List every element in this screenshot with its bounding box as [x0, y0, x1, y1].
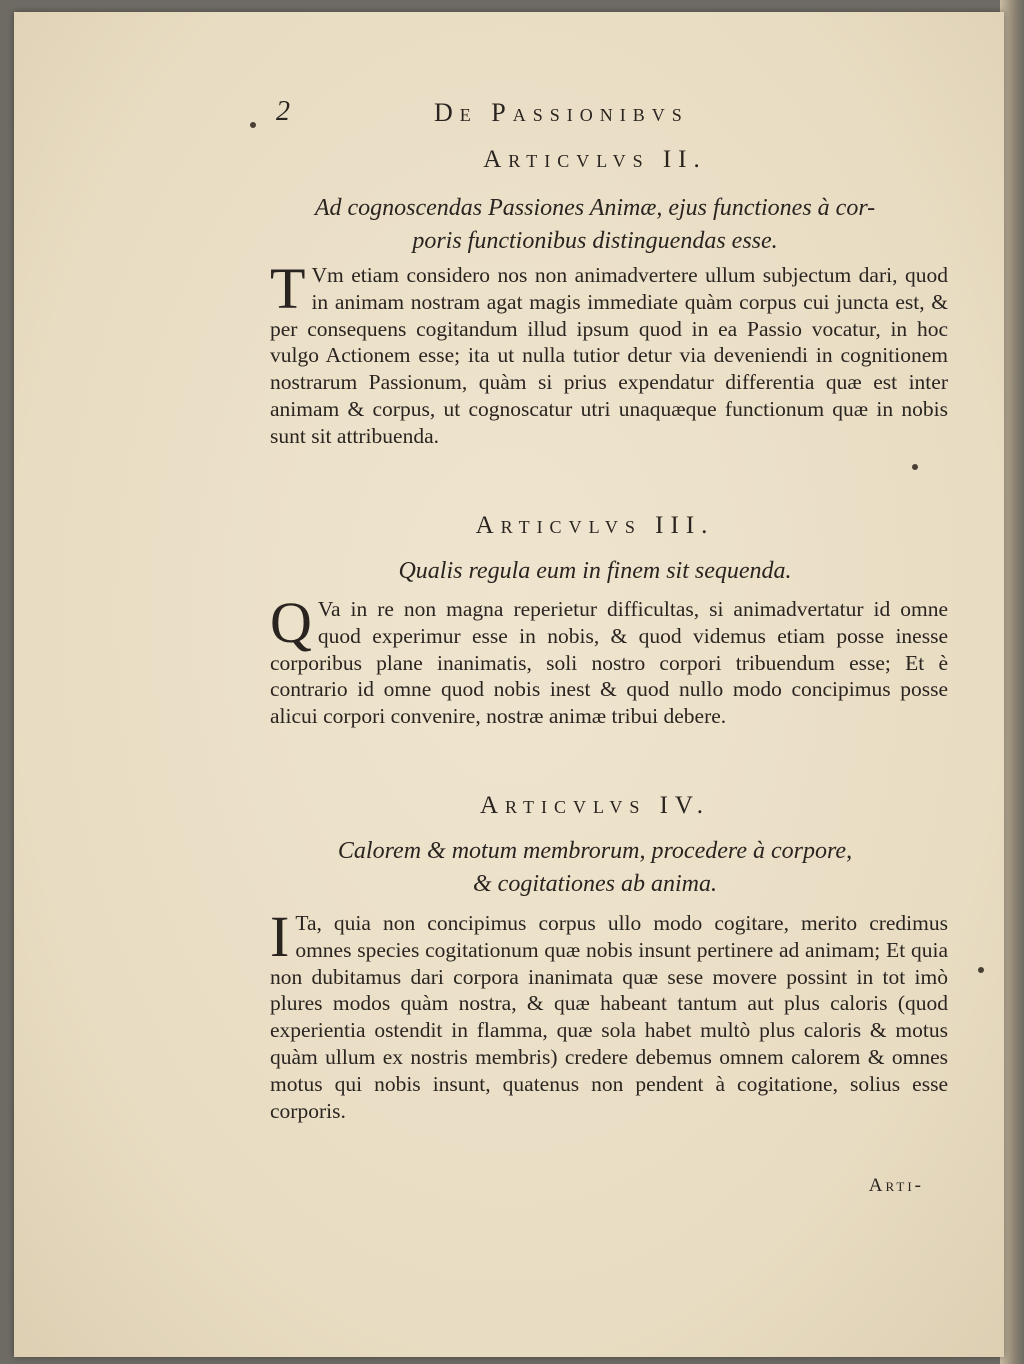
subtitle-line: Ad cognoscendas Passiones Animæ, ejus functiones à cor- — [314, 195, 876, 221]
ink-speck — [250, 122, 256, 128]
drop-initial: I — [270, 904, 290, 969]
article-subtitle — [256, 555, 934, 588]
ink-speck — [978, 967, 984, 973]
ink-speck — [912, 464, 918, 470]
article-subtitle — [256, 835, 934, 901]
subtitle-line: Calorem & motum membrorum, procedere à corpore, — [337, 838, 853, 864]
article-heading: Articvlvs III. — [475, 512, 715, 539]
article-body — [270, 904, 948, 1124]
subtitle-line: & cogitationes ab anima. — [473, 871, 717, 897]
subtitle-line: poris functionibus distinguendas esse. — [412, 228, 778, 254]
article-text: Vm etiam considero nos non animadvertere ullum subjectum dari, quod in animam nostram agat magis immediate quàm corpus cui juncta est, & per consequens cogitandum illud ipsum quod in ea Passio vocatur, in hoc vulgo Actionem esse; ita ut nulla tutior detur via deveniendi in cognitionem nostrarum Passionum, quàm si prius expendatur differentia quæ est inter animam & corpus, ut cognoscatur utri unaquæque functionum quæ in nobis sunt sit attribuenda. — [270, 263, 948, 448]
drop-initial: T — [270, 256, 306, 321]
article-heading: Articvlvs II. — [483, 146, 707, 173]
page-header — [276, 96, 876, 130]
article-text: Ta, quia non concipimus corpus ullo modo cogitare, merito credimus omnes species cogitationum quæ nobis insunt pertinere ad animam; Et quia non dubitamus dari corpora inanimata quæ sese movere possint in tot imò plures modos quàm nostra, & quæ habeant tantum aut plus caloris (quod experientia ostendit in flamma, quæ sola habet multò plus caloris & motus quàm ullum ex nostris membris) credere debemus omnem calorem & omnes motus qui nobis insunt, quatenus non pendent à cogitatione, solius esse corporis. — [270, 911, 948, 1123]
page-number: 2 — [276, 96, 290, 127]
article-body — [270, 256, 948, 450]
book-page — [14, 12, 1004, 1357]
drop-initial: Q — [270, 590, 312, 655]
article-text: Va in re non magna reperietur difficultas, si animadvertatur id omne quod experimur esse in nobis, & quod videmus etiam posse inesse corporibus plane inanimatis, soli nostro corpori tribuendum esse; Et è contrario id omne quod nobis inest & quod nullo modo concipimus posse alicui corpori convenire, nostræ animæ tribui debere. — [270, 597, 948, 729]
article-heading: Articvlvs IV. — [480, 792, 710, 819]
catchword: Arti- — [868, 1175, 924, 1196]
article-body — [270, 590, 948, 730]
article-subtitle — [256, 192, 934, 258]
subtitle-line: Qualis regula eum in finem sit sequenda. — [398, 558, 792, 584]
running-title: De Passionibvs — [434, 98, 689, 127]
